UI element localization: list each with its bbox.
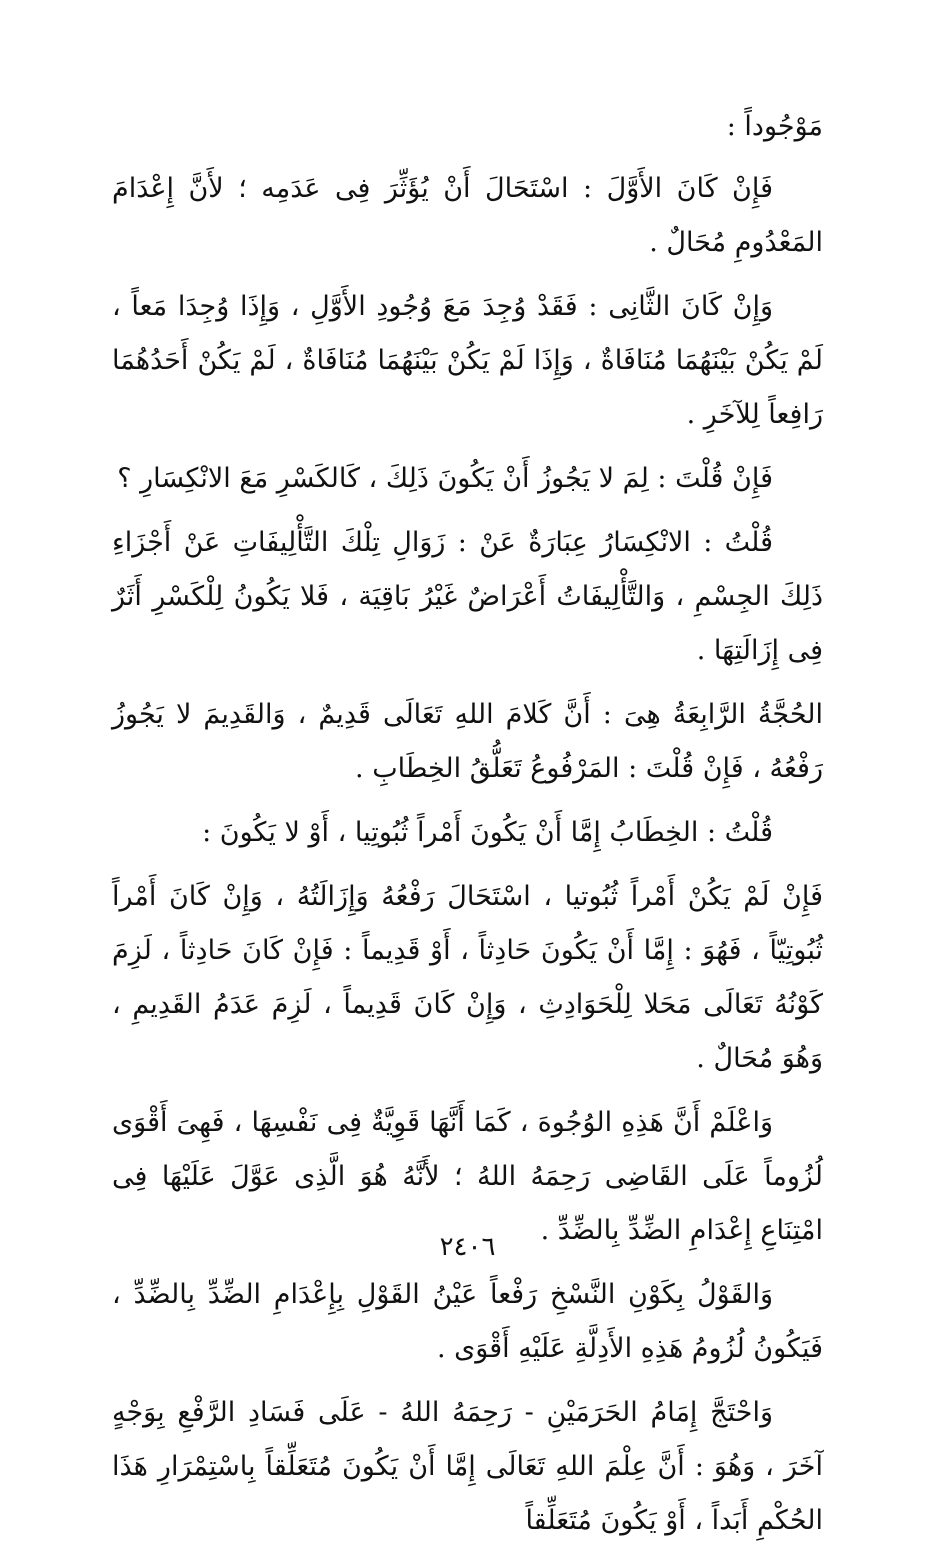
paragraph-2: فَإِنْ كَانَ الأَوَّلَ : اسْتَحَالَ أَنْ يُؤَثِّرَ فِى عَدَمِه ؛ لأَنَّ إِعْدَامَ المَعْدُومِ مُحَالٌ . <box>112 173 823 258</box>
paragraph-7: قُلْتُ : الخِطَابُ إِمَّا أَنْ يَكُونَ أَمْراً ثُبُوتِيا ، أَوْ لا يَكُونَ : <box>202 817 773 848</box>
paragraph-3: وَإِنْ كَانَ الثَّانِى : فَقَدْ وُجِدَ مَعَ وُجُودِ الأَوَّلِ ، وَإِذَا وُجِدَا مَعاً ، لَمْ يَكُنْ بَيْنَهُمَا مُنَافَاةٌ ، وَإِذَا لَمْ يَكُنْ بَيْنَهُمَا مُنَافَاةٌ ، لَمْ يَكُنْ أَحَدُهُمَا رَافِعاً لِلآخَرِ . <box>112 291 823 430</box>
paragraph-10: وَالقَوْلُ بِكَوْنِ النَّسْخِ رَفْعاً عَيْنُ القَوْلِ بِإِعْدَامِ الضِّدِّ بِالضِّدِّ ، فَيَكُونُ لُزُومُ هَذِهِ الأَدِلَّةِ عَلَيْهِ أَقْوَى . <box>112 1279 823 1364</box>
body-text <box>112 100 823 1558</box>
paragraph-11: وَاحْتَجَّ إِمَامُ الحَرَمَيْنِ - رَحِمَهُ اللهُ - عَلَى فَسَادِ الرَّفْعِ بِوَجْهٍ آخَرَ ، وَهُوَ : أَنَّ عِلْمَ اللهِ تَعَالَى إِمَّا أَنْ يَكُونَ مُتَعَلِّقاً بِاسْتِمْرَارِ هَذَا الحُكْمِ أَبَداً ، أَوْ يَكُونَ مُتَعَلِّقاً <box>112 1397 823 1536</box>
paragraph-8: فَإِنْ لَمْ يَكُنْ أَمْراً ثُبُوتيا ، اسْتَحَالَ رَفْعُهُ وَإِزَالَتُهُ ، وَإِنْ كَانَ أَمْراً ثُبُوتِيّاً ، فَهُوَ : إِمَّا أَنْ يَكُونَ حَادِثاً ، أَوْ قَدِيماً : فَإِنْ كَانَ حَادِثاً ، لَزِمَ كَوْنُهُ تَعَالَى مَحَلا لِلْحَوَادِثِ ، وَإِنْ كَانَ قَدِيماً ، لَزِمَ عَدَمُ القَدِيمِ ، وَهُوَ مُحَالٌ . <box>112 881 823 1074</box>
paragraph-5: قُلْتُ : الانْكِسَارُ عِبَارَةٌ عَنْ : زَوَالِ تِلْكَ التَّأْلِيفَاتِ عَنْ أَجْزَاءِ ذَلِكَ الجِسْمِ ، وَالتَّأْلِيفَاتُ أَعْرَاضٌ غَيْرُ بَاقِيَة ، فَلا يَكُونُ لِلْكَسْرِ أَثَرٌ فِى إِزَالَتِهَا . <box>112 527 823 666</box>
paragraph-6: الحُجَّةُ الرَّابِعَةُ هِىَ : أَنَّ كَلامَ اللهِ تَعَالَى قَدِيمٌ ، وَالقَدِيمَ لا يَجُوزُ رَفْعُهُ ، فَإِنْ قُلْتَ : المَرْفُوعُ تَعَلُّقُ الخِطَابِ . <box>112 699 823 784</box>
page-number: ٢٤٠٦ <box>439 1232 496 1262</box>
paragraph-9: وَاعْلَمْ أَنَّ هَذِهِ الوُجُوهَ ، كَمَا أَنَّهَا قَوِيَّةٌ فِى نَفْسِهَا ، فَهِىَ أَقْوَى لُزُوماً عَلَى القَاضِى رَحِمَهُ اللهُ ؛ لأَنَّهُ هُوَ الَّذِى عَوَّلَ عَلَيْهَا فِى امْتِنَاعِ إِعْدَامِ الضِّدِّ بِالضِّدِّ . <box>112 1107 823 1246</box>
paragraph-1: مَوْجُوداً : <box>726 111 823 142</box>
paragraph-4: فَإِنْ قُلْتَ : لِمَ لا يَجُوزُ أَنْ يَكُونَ ذَلِكَ ، كَالكَسْرِ مَعَ الانْكِسَارِ ؟ <box>117 463 773 494</box>
